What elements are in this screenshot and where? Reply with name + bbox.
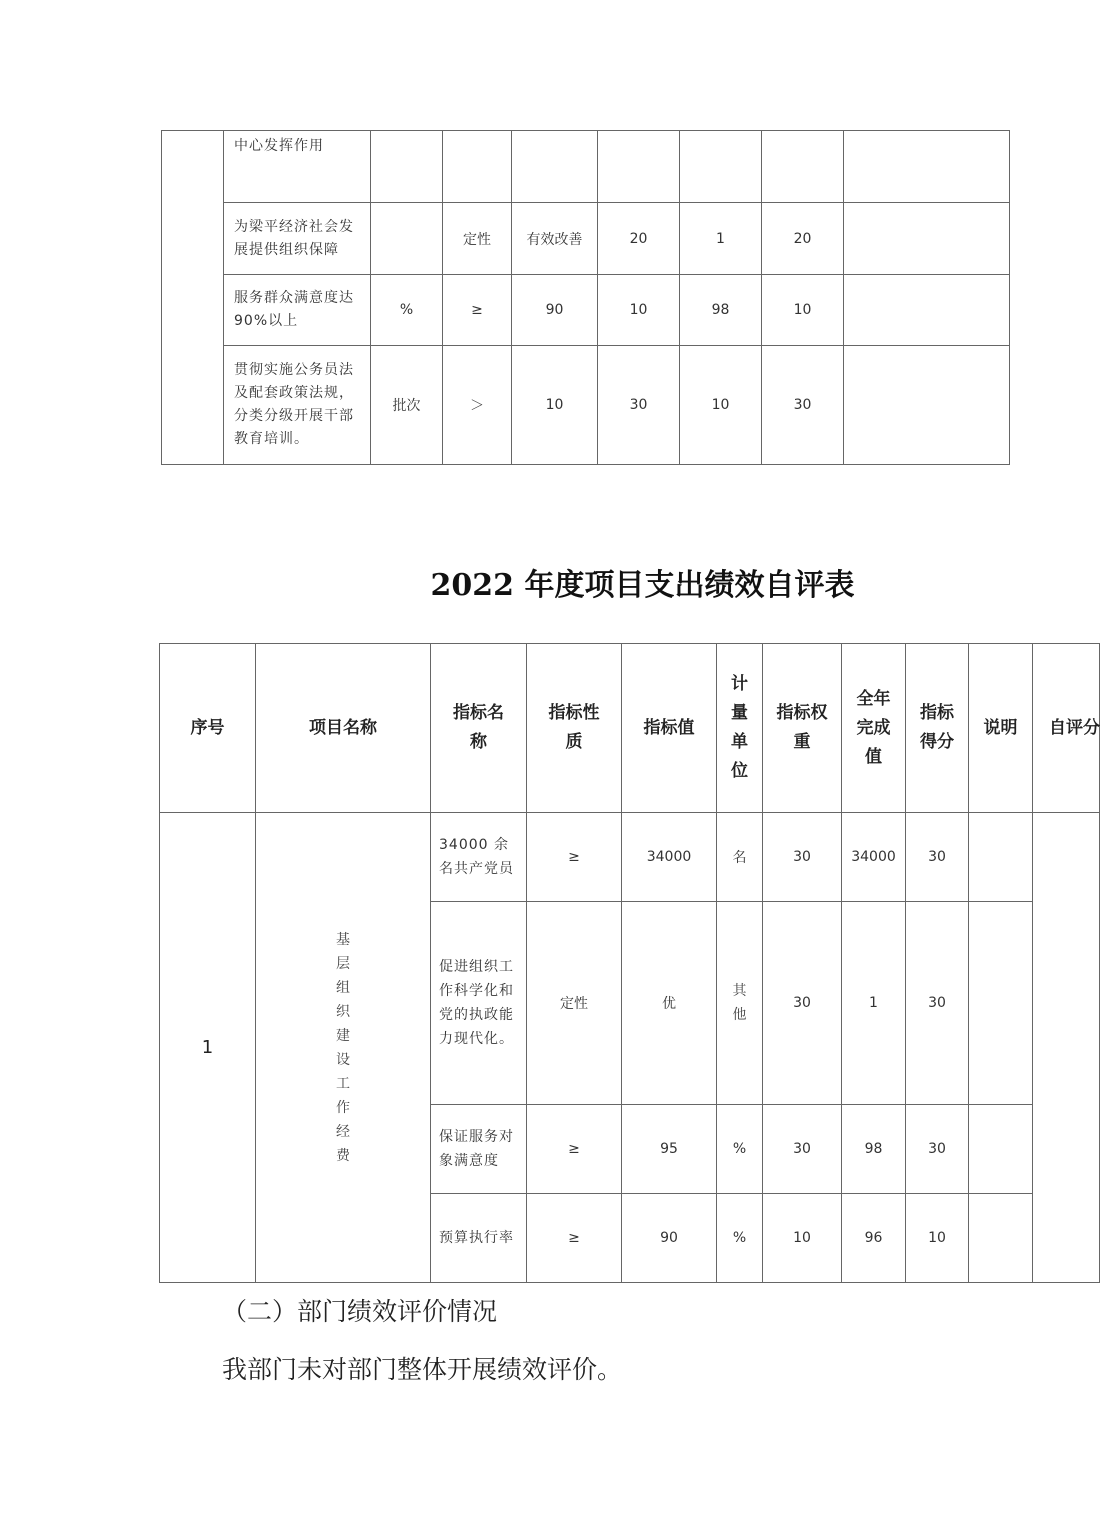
header-project: 项目名称	[256, 644, 431, 813]
unit-cell: 名	[717, 813, 763, 902]
header-indicator: 指标名称	[431, 644, 527, 813]
blank-cell	[162, 131, 224, 465]
value-cell: 34000	[622, 813, 717, 902]
indicator-name-cell: 预算执行率	[431, 1194, 527, 1283]
header-row	[160, 644, 1100, 813]
note-cell	[969, 902, 1033, 1105]
weight-cell: 30	[763, 813, 842, 902]
weight-cell: 10	[598, 275, 680, 346]
table-row	[162, 275, 1010, 346]
value-cell: 优	[622, 902, 717, 1105]
section-paragraph: 我部门未对部门整体开展绩效评价。	[222, 1355, 623, 1384]
unit-cell: %	[371, 275, 443, 346]
weight-cell: 10	[763, 1194, 842, 1283]
self-score-cell	[1033, 813, 1100, 1283]
page-title: 2022 年度项目支出绩效自评表	[430, 568, 855, 603]
header-self-score: 自评分	[1033, 644, 1100, 813]
indicator-name-cell: 促进组织工作科学化和党的执政能力现代化。	[431, 902, 527, 1105]
unit-cell	[371, 203, 443, 275]
header-weight: 指标权重	[763, 644, 842, 813]
indicator-name-cell: 服务群众满意度达 90%以上	[224, 275, 371, 346]
value-cell: 95	[622, 1105, 717, 1194]
score-cell: 30	[906, 1105, 969, 1194]
indicator-name-cell: 保证服务对象满意度	[431, 1105, 527, 1194]
note-cell	[844, 346, 1010, 465]
nature-cell: ≥	[527, 813, 622, 902]
header-seq: 序号	[160, 644, 256, 813]
score-cell: 30	[906, 813, 969, 902]
note-cell	[969, 813, 1033, 902]
header-actual: 全年完成值	[842, 644, 906, 813]
unit-text: 其他	[732, 983, 747, 1023]
indicator-name-cell: 34000 余名共产党员	[431, 813, 527, 902]
nature-cell: ≥	[443, 275, 512, 346]
unit-cell: %	[717, 1194, 763, 1283]
value-cell: 90	[512, 275, 598, 346]
section-heading: （二）部门绩效评价情况	[222, 1297, 498, 1326]
project-name-cell	[256, 813, 431, 1283]
nature-cell: ＞	[443, 346, 512, 465]
unit-cell: %	[717, 1105, 763, 1194]
seq-cell	[160, 813, 256, 1283]
actual-cell	[680, 131, 762, 203]
unit-cell	[371, 131, 443, 203]
value-cell: 90	[622, 1194, 717, 1283]
top-continuation-table	[161, 130, 1010, 465]
value-cell	[512, 131, 598, 203]
weight-cell: 30	[598, 346, 680, 465]
header-nature: 指标性质	[527, 644, 622, 813]
table-row	[162, 203, 1010, 275]
header-score: 指标得分	[906, 644, 969, 813]
score-cell: 30	[906, 902, 969, 1105]
indicator-name-cell: 贯彻实施公务员法及配套政策法规，分类分级开展干部教育培训。	[224, 346, 371, 465]
unit-cell: 批次	[371, 346, 443, 465]
weight-cell: 30	[763, 1105, 842, 1194]
weight-cell: 30	[763, 902, 842, 1105]
project-name: 基层组织建设工作经费	[336, 931, 350, 1164]
table-row	[162, 131, 1010, 203]
nature-cell: ≥	[527, 1105, 622, 1194]
header-unit: 计量单位	[717, 644, 763, 813]
performance-table	[159, 643, 1100, 1283]
score-cell: 30	[762, 346, 844, 465]
actual-cell: 1	[842, 902, 906, 1105]
nature-cell: ≥	[527, 1194, 622, 1283]
score-cell: 10	[762, 275, 844, 346]
actual-cell: 98	[680, 275, 762, 346]
score-cell: 10	[906, 1194, 969, 1283]
indicator-name-cell: 为梁平经济社会发展提供组织保障	[224, 203, 371, 275]
nature-cell: 定性	[443, 203, 512, 275]
table-row	[160, 813, 1100, 902]
note-cell	[969, 1194, 1033, 1283]
actual-cell: 98	[842, 1105, 906, 1194]
actual-cell: 34000	[842, 813, 906, 902]
actual-cell: 1	[680, 203, 762, 275]
value-cell: 有效改善	[512, 203, 598, 275]
actual-cell: 10	[680, 346, 762, 465]
note-cell	[844, 131, 1010, 203]
table-row	[162, 346, 1010, 465]
unit-cell	[717, 902, 763, 1105]
header-note: 说明	[969, 644, 1033, 813]
score-cell	[762, 131, 844, 203]
indicator-name-cell: 中心发挥作用	[224, 131, 371, 203]
note-cell	[844, 203, 1010, 275]
weight-cell: 20	[598, 203, 680, 275]
nature-cell: 定性	[527, 902, 622, 1105]
seq-number: 1	[201, 1037, 214, 1058]
value-cell: 10	[512, 346, 598, 465]
note-cell	[844, 275, 1010, 346]
nature-cell	[443, 131, 512, 203]
actual-cell: 96	[842, 1194, 906, 1283]
score-cell: 20	[762, 203, 844, 275]
weight-cell	[598, 131, 680, 203]
note-cell	[969, 1105, 1033, 1194]
header-value: 指标值	[622, 644, 717, 813]
